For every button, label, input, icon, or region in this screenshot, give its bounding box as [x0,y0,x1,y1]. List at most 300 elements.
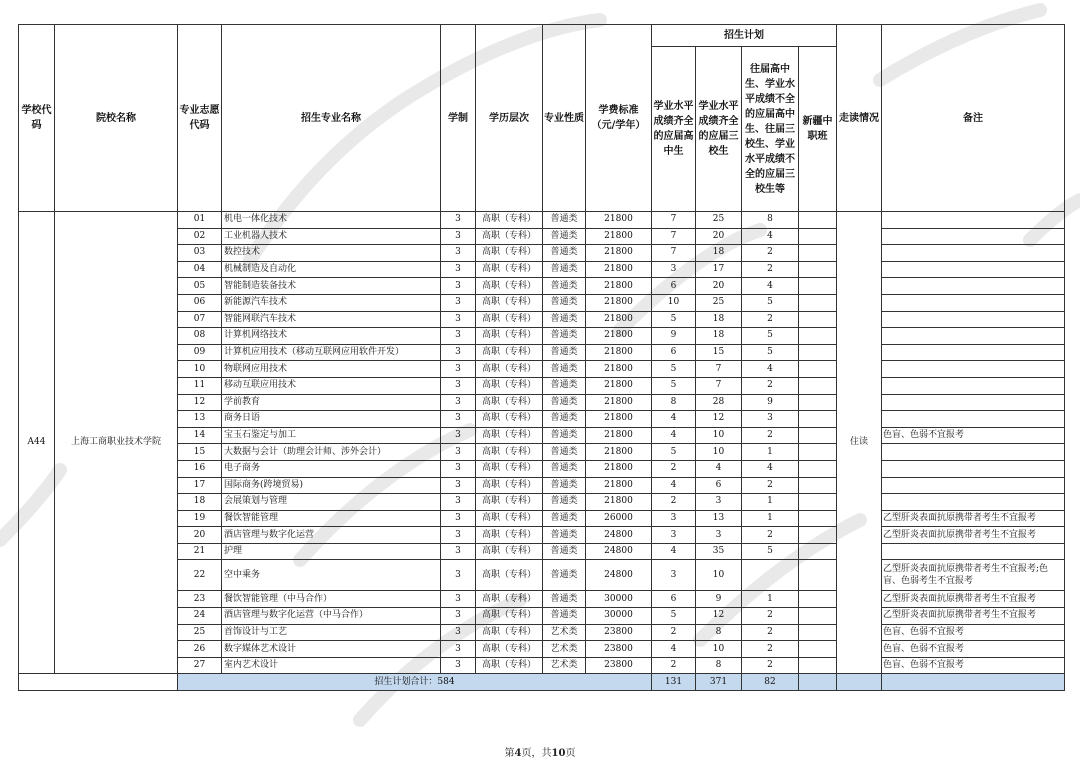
plan-c-cell: 2 [742,477,799,494]
plan-c-cell: 2 [742,527,799,544]
header-remarks: 备注 [882,25,1065,212]
plan-b-cell: 10 [696,427,742,444]
major-name-cell: 移动互联应用技术 [222,377,441,394]
fee-cell: 21800 [586,427,652,444]
plan-b-cell: 35 [696,543,742,560]
plan-b-cell: 4 [696,460,742,477]
plan-c-cell: 4 [742,228,799,245]
nature-cell: 普通类 [543,394,586,411]
major-name-cell: 工业机器人技术 [222,228,441,245]
nature-cell: 普通类 [543,361,586,378]
plan-c-cell: 4 [742,278,799,295]
major-name-cell: 数控技术 [222,245,441,262]
fee-cell: 23800 [586,641,652,658]
major-name-cell: 会展策划与管理 [222,494,441,511]
plan-a-cell: 5 [652,608,696,625]
plan-b-cell: 18 [696,328,742,345]
plan-a-cell: 4 [652,641,696,658]
plan-d-cell [799,494,837,511]
fee-cell: 30000 [586,608,652,625]
duration-cell: 3 [441,608,476,625]
fee-cell: 21800 [586,278,652,295]
plan-a-cell: 2 [652,494,696,511]
plan-b-cell: 28 [696,394,742,411]
level-cell: 高职（专科） [476,657,543,674]
fee-cell: 24800 [586,543,652,560]
plan-a-cell: 2 [652,657,696,674]
nature-cell: 普通类 [543,460,586,477]
plan-c-cell: 5 [742,328,799,345]
plan-b-cell: 10 [696,560,742,591]
duration-cell: 3 [441,477,476,494]
major-code-cell: 14 [178,427,222,444]
major-name-cell: 酒店管理与数字化运营 [222,527,441,544]
level-cell: 高职（专科） [476,494,543,511]
major-code-cell: 24 [178,608,222,625]
plan-a-cell: 5 [652,444,696,461]
plan-d-cell [799,212,837,229]
level-cell: 高职（专科） [476,294,543,311]
plan-a-cell: 9 [652,328,696,345]
plan-d-cell [799,527,837,544]
plan-b-cell: 10 [696,444,742,461]
fee-cell: 21800 [586,361,652,378]
plan-d-cell [799,444,837,461]
nature-cell: 普通类 [543,311,586,328]
nature-cell: 普通类 [543,228,586,245]
major-code-cell: 16 [178,460,222,477]
duration-cell: 3 [441,278,476,295]
remark-cell: 色盲、色弱不宜报考 [882,427,1065,444]
plan-c-cell: 1 [742,510,799,527]
major-code-cell: 12 [178,394,222,411]
level-cell: 高职（专科） [476,212,543,229]
major-code-cell: 02 [178,228,222,245]
plan-c-cell: 1 [742,494,799,511]
plan-a-cell: 7 [652,228,696,245]
plan-b-cell: 15 [696,344,742,361]
remark-cell [882,344,1065,361]
major-code-cell: 03 [178,245,222,262]
plan-b-cell: 9 [696,591,742,608]
major-name-cell: 酒店管理与数字化运营（中马合作） [222,608,441,625]
total-plan-d [799,674,837,691]
plan-a-cell: 3 [652,261,696,278]
plan-c-cell: 2 [742,657,799,674]
major-name-cell: 学前教育 [222,394,441,411]
major-code-cell: 05 [178,278,222,295]
nature-cell: 普通类 [543,328,586,345]
duration-cell: 3 [441,591,476,608]
plan-a-cell: 6 [652,591,696,608]
remark-cell: 色盲、色弱不宜报考 [882,657,1065,674]
major-name-cell: 餐饮智能管理（中马合作） [222,591,441,608]
remark-cell [882,311,1065,328]
header-plan-c: 往届高中生、学业水平成绩不全的应届高中生、往届三校生、学业水平成绩不全的应届三校生等 [742,47,799,212]
plan-a-cell: 10 [652,294,696,311]
total-row [19,674,1065,691]
plan-a-cell: 2 [652,624,696,641]
plan-a-cell: 6 [652,278,696,295]
duration-cell: 3 [441,261,476,278]
remark-cell [882,261,1065,278]
level-cell: 高职（专科） [476,460,543,477]
major-name-cell: 数字媒体艺术设计 [222,641,441,658]
plan-a-cell: 6 [652,344,696,361]
header-plan-group: 招生计划 [652,25,837,47]
level-cell: 高职（专科） [476,560,543,591]
plan-c-cell: 5 [742,294,799,311]
level-cell: 高职（专科） [476,510,543,527]
plan-d-cell [799,608,837,625]
plan-b-cell: 8 [696,657,742,674]
remark-cell: 色盲、色弱不宜报考 [882,641,1065,658]
nature-cell: 普通类 [543,527,586,544]
plan-b-cell: 20 [696,278,742,295]
nature-cell: 艺术类 [543,624,586,641]
plan-b-cell: 8 [696,624,742,641]
plan-c-cell: 5 [742,543,799,560]
major-name-cell: 机电一体化技术 [222,212,441,229]
nature-cell: 普通类 [543,411,586,428]
plan-c-cell: 2 [742,624,799,641]
nature-cell: 普通类 [543,510,586,527]
fee-cell: 23800 [586,657,652,674]
major-name-cell: 护理 [222,543,441,560]
level-cell: 高职（专科） [476,278,543,295]
duration-cell: 3 [441,510,476,527]
duration-cell: 3 [441,641,476,658]
level-cell: 高职（专科） [476,377,543,394]
plan-d-cell [799,377,837,394]
duration-cell: 3 [441,527,476,544]
plan-a-cell: 4 [652,411,696,428]
total-remark [882,674,1065,691]
header-fee: 学费标准（元/学年） [586,25,652,212]
header-plan-b: 学业水平成绩齐全的应届三校生 [696,47,742,212]
fee-cell: 21800 [586,212,652,229]
level-cell: 高职（专科） [476,444,543,461]
nature-cell: 普通类 [543,543,586,560]
major-name-cell: 大数据与会计（助理会计师、涉外会计） [222,444,441,461]
header-school-name: 院校名称 [55,25,178,212]
major-code-cell: 10 [178,361,222,378]
duration-cell: 3 [441,328,476,345]
plan-b-cell: 3 [696,494,742,511]
total-plan-c: 82 [742,674,799,691]
plan-b-cell: 12 [696,608,742,625]
level-cell: 高职（专科） [476,311,543,328]
duration-cell: 3 [441,228,476,245]
major-code-cell: 08 [178,328,222,345]
major-name-cell: 机械制造及自动化 [222,261,441,278]
remark-cell: 乙型肝炎表面抗原携带者考生不宜报考;色盲、色弱考生不宜报考 [882,560,1065,591]
school-name-cell: 上海工商职业技术学院 [55,212,178,674]
remark-cell [882,494,1065,511]
remark-cell [882,444,1065,461]
duration-cell: 3 [441,543,476,560]
fee-cell: 21800 [586,328,652,345]
level-cell: 高职（专科） [476,527,543,544]
header-school-code: 学校代码 [19,25,55,212]
remark-cell [882,328,1065,345]
major-code-cell: 09 [178,344,222,361]
duration-cell: 3 [441,657,476,674]
plan-a-cell: 7 [652,245,696,262]
level-cell: 高职（专科） [476,624,543,641]
remark-cell [882,394,1065,411]
boarding-cell: 住读 [837,212,882,674]
header-major-name: 招生专业名称 [222,25,441,212]
plan-a-cell: 2 [652,460,696,477]
nature-cell: 普通类 [543,427,586,444]
remark-cell [882,361,1065,378]
fee-cell: 21800 [586,228,652,245]
plan-a-cell: 3 [652,510,696,527]
fee-cell: 21800 [586,394,652,411]
level-cell: 高职（专科） [476,228,543,245]
plan-d-cell [799,411,837,428]
plan-a-cell: 5 [652,377,696,394]
plan-c-cell: 8 [742,212,799,229]
major-code-cell: 26 [178,641,222,658]
major-code-cell: 27 [178,657,222,674]
table-body [19,212,1065,691]
plan-b-cell: 18 [696,311,742,328]
major-code-cell: 22 [178,560,222,591]
remark-cell [882,460,1065,477]
nature-cell: 普通类 [543,591,586,608]
nature-cell: 普通类 [543,212,586,229]
plan-d-cell [799,394,837,411]
duration-cell: 3 [441,444,476,461]
plan-c-cell: 2 [742,427,799,444]
plan-c-cell: 2 [742,377,799,394]
plan-b-cell: 25 [696,212,742,229]
duration-cell: 3 [441,460,476,477]
nature-cell: 普通类 [543,560,586,591]
plan-c-cell: 3 [742,411,799,428]
plan-a-cell: 8 [652,394,696,411]
major-name-cell: 室内艺术设计 [222,657,441,674]
major-name-cell: 国际商务(跨境贸易) [222,477,441,494]
header-major-code: 专业志愿代码 [178,25,222,212]
fee-cell: 21800 [586,460,652,477]
major-name-cell: 新能源汽车技术 [222,294,441,311]
plan-c-cell: 2 [742,641,799,658]
major-code-cell: 06 [178,294,222,311]
total-label-cell: 招生计划合计：584 [178,674,652,691]
level-cell: 高职（专科） [476,361,543,378]
level-cell: 高职（专科） [476,543,543,560]
level-cell: 高职（专科） [476,394,543,411]
remark-cell [882,228,1065,245]
nature-cell: 普通类 [543,261,586,278]
plan-c-cell: 1 [742,591,799,608]
plan-b-cell: 17 [696,261,742,278]
nature-cell: 普通类 [543,294,586,311]
level-cell: 高职（专科） [476,608,543,625]
major-name-cell: 计算机应用技术（移动互联网应用软件开发） [222,344,441,361]
plan-a-cell: 4 [652,427,696,444]
plan-d-cell [799,641,837,658]
major-name-cell: 智能网联汽车技术 [222,311,441,328]
plan-a-cell: 5 [652,361,696,378]
header-plan-a: 学业水平成绩齐全的应届高中生 [652,47,696,212]
remark-cell: 色盲、色弱不宜报考 [882,624,1065,641]
plan-b-cell: 13 [696,510,742,527]
page-footer [0,744,1080,759]
plan-a-cell: 7 [652,212,696,229]
major-name-cell: 物联网应用技术 [222,361,441,378]
level-cell: 高职（专科） [476,427,543,444]
plan-d-cell [799,294,837,311]
major-code-cell: 11 [178,377,222,394]
duration-cell: 3 [441,361,476,378]
plan-d-cell [799,624,837,641]
level-cell: 高职（专科） [476,328,543,345]
footer-total-pages: 10 [551,748,566,759]
fee-cell: 21800 [586,311,652,328]
fee-cell: 24800 [586,560,652,591]
header-duration: 学制 [441,25,476,212]
plan-c-cell: 1 [742,444,799,461]
remark-cell [882,411,1065,428]
major-name-cell: 电子商务 [222,460,441,477]
total-blank-left [19,674,178,691]
remark-cell [882,377,1065,394]
plan-d-cell [799,591,837,608]
major-code-cell: 20 [178,527,222,544]
remark-cell: 乙型肝炎表面抗原携带者考生不宜报考 [882,591,1065,608]
plan-c-cell: 4 [742,361,799,378]
major-name-cell: 计算机网络技术 [222,328,441,345]
fee-cell: 21800 [586,261,652,278]
major-name-cell: 空中乘务 [222,560,441,591]
remark-cell [882,245,1065,262]
remark-cell [882,477,1065,494]
plan-d-cell [799,657,837,674]
fee-cell: 23800 [586,624,652,641]
header-nature: 专业性质 [543,25,586,212]
remark-cell: 乙型肝炎表面抗原携带者考生不宜报考 [882,510,1065,527]
nature-cell: 普通类 [543,444,586,461]
remark-cell [882,294,1065,311]
plan-b-cell: 25 [696,294,742,311]
major-code-cell: 23 [178,591,222,608]
plan-b-cell: 20 [696,228,742,245]
plan-d-cell [799,261,837,278]
duration-cell: 3 [441,294,476,311]
major-name-cell: 商务日语 [222,411,441,428]
level-cell: 高职（专科） [476,591,543,608]
nature-cell: 普通类 [543,377,586,394]
plan-d-cell [799,228,837,245]
plan-b-cell: 10 [696,641,742,658]
remark-cell [882,543,1065,560]
duration-cell: 3 [441,377,476,394]
major-name-cell: 首饰设计与工艺 [222,624,441,641]
major-code-cell: 21 [178,543,222,560]
plan-a-cell: 4 [652,477,696,494]
major-code-cell: 04 [178,261,222,278]
level-cell: 高职（专科） [476,477,543,494]
remark-cell: 乙型肝炎表面抗原携带者考生不宜报考 [882,608,1065,625]
major-code-cell: 01 [178,212,222,229]
plan-d-cell [799,427,837,444]
plan-a-cell: 5 [652,311,696,328]
nature-cell: 普通类 [543,344,586,361]
fee-cell: 21800 [586,444,652,461]
major-code-cell: 13 [178,411,222,428]
plan-c-cell: 5 [742,344,799,361]
plan-c-cell [742,560,799,591]
level-cell: 高职（专科） [476,261,543,278]
plan-b-cell: 18 [696,245,742,262]
fee-cell: 21800 [586,294,652,311]
plan-d-cell [799,477,837,494]
plan-d-cell [799,510,837,527]
level-cell: 高职（专科） [476,641,543,658]
level-cell: 高职（专科） [476,344,543,361]
major-code-cell: 17 [178,477,222,494]
level-cell: 高职（专科） [476,245,543,262]
duration-cell: 3 [441,411,476,428]
plan-d-cell [799,311,837,328]
fee-cell: 21800 [586,494,652,511]
footer-suffix: 页 [565,748,576,759]
duration-cell: 3 [441,624,476,641]
fee-cell: 26000 [586,510,652,527]
table-row [19,212,1065,229]
plan-a-cell: 3 [652,560,696,591]
major-name-cell: 宝玉石鉴定与加工 [222,427,441,444]
nature-cell: 普通类 [543,245,586,262]
plan-d-cell [799,560,837,591]
school-code-cell: A44 [19,212,55,674]
plan-d-cell [799,245,837,262]
duration-cell: 3 [441,394,476,411]
plan-d-cell [799,361,837,378]
total-boarding [837,674,882,691]
duration-cell: 3 [441,311,476,328]
plan-d-cell [799,344,837,361]
plan-b-cell: 12 [696,411,742,428]
plan-c-cell: 4 [742,460,799,477]
plan-d-cell [799,543,837,560]
fee-cell: 21800 [586,344,652,361]
footer-prefix: 第 [504,748,515,759]
fee-cell: 24800 [586,527,652,544]
total-plan-b: 371 [696,674,742,691]
plan-a-cell: 4 [652,543,696,560]
plan-b-cell: 3 [696,527,742,544]
duration-cell: 3 [441,427,476,444]
plan-d-cell [799,460,837,477]
header-level: 学历层次 [476,25,543,212]
major-code-cell: 07 [178,311,222,328]
duration-cell: 3 [441,212,476,229]
major-name-cell: 智能制造装备技术 [222,278,441,295]
fee-cell: 21800 [586,377,652,394]
nature-cell: 普通类 [543,608,586,625]
plan-c-cell: 9 [742,394,799,411]
nature-cell: 普通类 [543,494,586,511]
plan-b-cell: 7 [696,377,742,394]
major-name-cell: 餐饮智能管理 [222,510,441,527]
plan-c-cell: 2 [742,245,799,262]
level-cell: 高职（专科） [476,411,543,428]
